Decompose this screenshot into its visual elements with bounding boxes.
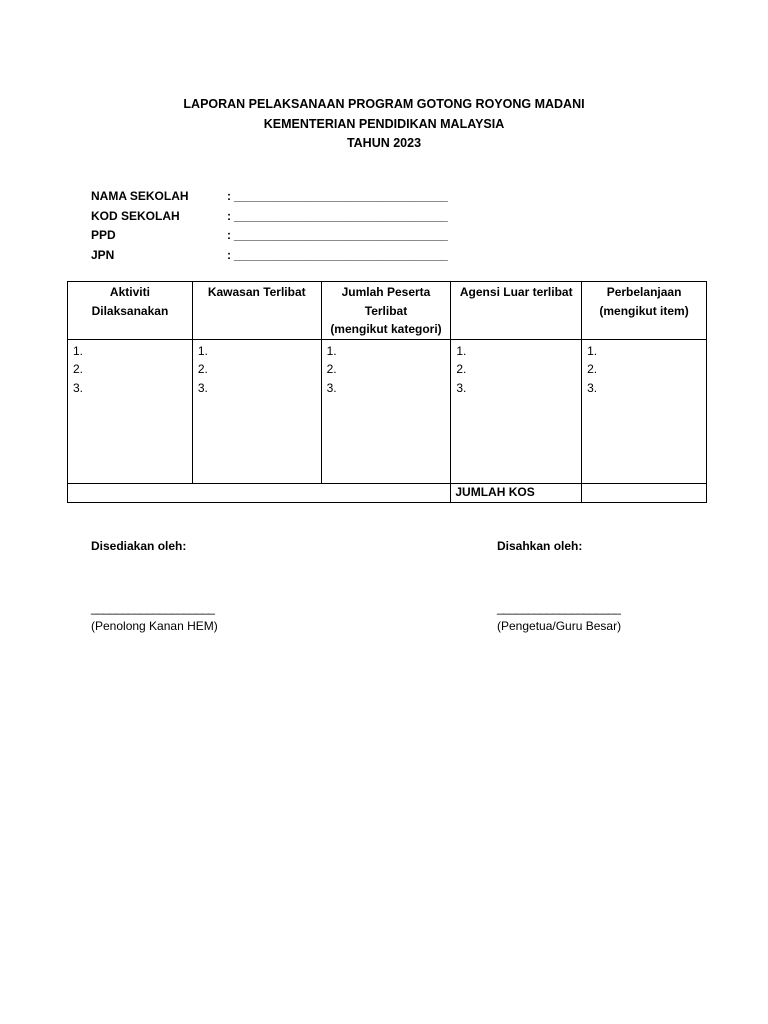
list-number: 1.	[456, 343, 467, 358]
info-blank-field[interactable]: : _________________________________	[227, 228, 448, 242]
list-number: 3.	[73, 380, 84, 395]
header-kawasan: Kawasan Terlibat	[192, 282, 321, 340]
info-row-kod-sekolah	[91, 207, 448, 227]
table-header-row	[68, 282, 707, 340]
report-year: TAHUN 2023	[346, 136, 422, 150]
approved-signature-line[interactable]: ____________________	[497, 601, 621, 615]
list-number: 1.	[587, 343, 598, 358]
list-number: 2.	[73, 362, 84, 376]
table-row	[68, 339, 707, 483]
total-cost-label: JUMLAH KOS	[451, 483, 582, 502]
approved-by-label: Disahkan oleh:	[497, 539, 583, 553]
cell-jumlah-peserta[interactable]	[321, 339, 451, 483]
list-number: 1.	[197, 343, 208, 358]
report-header	[0, 95, 768, 154]
info-row-nama-sekolah	[91, 187, 448, 207]
info-blank-field[interactable]: : _________________________________	[227, 208, 448, 223]
info-label: PPD	[91, 228, 116, 242]
approved-by-block	[497, 537, 621, 635]
prepared-by-role: (Penolong Kanan HEM)	[91, 619, 218, 633]
ministry-name: KEMENTERIAN PENDIDIKAN MALAYSIA	[263, 116, 505, 131]
total-row	[68, 483, 707, 502]
header-aktiviti: Aktiviti Dilaksanakan	[68, 282, 193, 340]
list-number: 3.	[326, 380, 337, 395]
info-label: JPN	[91, 247, 115, 262]
list-number: 1.	[326, 343, 337, 358]
info-label: NAMA SEKOLAH	[91, 189, 189, 203]
total-cost-value[interactable]	[582, 483, 707, 502]
header-jumlah-peserta: Jumlah Peserta Terlibat (mengikut kategori)	[321, 282, 451, 340]
list-number: 3.	[456, 380, 467, 395]
list-number: 3.	[197, 380, 208, 395]
list-number: 2.	[456, 362, 467, 376]
report-title: LAPORAN PELAKSANAAN PROGRAM GOTONG ROYONG MADANI	[183, 97, 585, 111]
approved-by-role: (Pengetua/Guru Besar)	[497, 619, 622, 633]
list-number: 3.	[587, 380, 598, 395]
prepared-by-block	[91, 537, 218, 635]
header-agensi: Agensi Luar terlibat	[451, 282, 582, 340]
prepared-by-label: Disediakan oleh:	[91, 539, 187, 553]
total-row-spacer	[68, 483, 451, 502]
list-number: 1.	[73, 343, 84, 358]
info-row-ppd	[91, 226, 448, 246]
info-blank-field[interactable]: : _________________________________	[227, 189, 448, 203]
cell-agensi[interactable]	[451, 339, 582, 483]
header-perbelanjaan: Perbelanjaan (mengikut item)	[582, 282, 707, 340]
list-number: 2.	[326, 362, 337, 376]
info-row-jpn	[91, 246, 448, 266]
cell-aktiviti[interactable]	[68, 339, 193, 483]
list-number: 2.	[197, 362, 208, 376]
prepared-signature-line[interactable]: ____________________	[91, 601, 215, 615]
school-info-section	[91, 187, 448, 265]
activity-report-table	[67, 281, 707, 503]
cell-kawasan[interactable]	[192, 339, 321, 483]
list-number: 2.	[587, 362, 598, 376]
info-blank-field[interactable]: : _________________________________	[227, 247, 448, 262]
info-label: KOD SEKOLAH	[91, 208, 180, 223]
cell-perbelanjaan[interactable]	[582, 339, 707, 483]
